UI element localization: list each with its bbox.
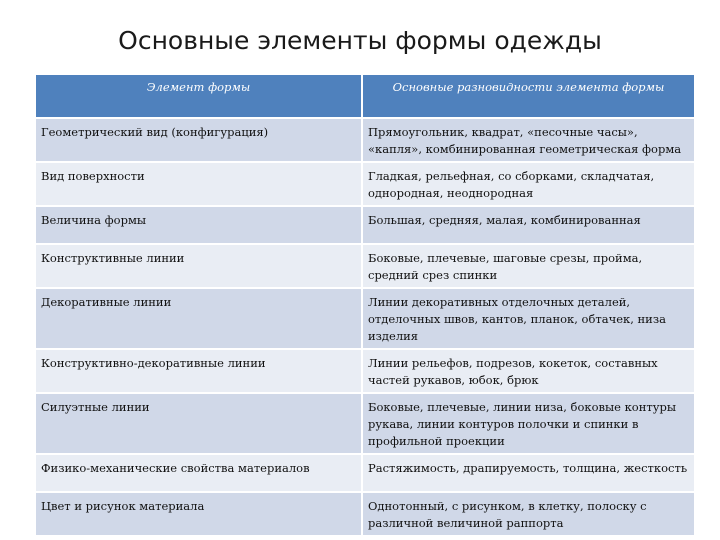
cell-element: Величина формы: [36, 206, 362, 244]
cell-varieties: Растяжимость, драпируемость, толщина, жесткость: [362, 454, 694, 492]
table-row: [36, 244, 694, 288]
table-row: [36, 492, 694, 535]
header-element: Элемент формы: [36, 75, 362, 118]
table-row: [36, 162, 694, 206]
table-row: [36, 288, 694, 349]
table-row: [36, 393, 694, 454]
cell-element: Вид поверхности: [36, 162, 362, 206]
cell-varieties: Линии декоративных отделочных деталей, отделочных швов, кантов, планок, обтачек, низа изделия: [362, 288, 694, 349]
cell-varieties: Однотонный, с рисунком, в клетку, полоску с различной величиной раппорта: [362, 492, 694, 535]
cell-element: Конструктивные линии: [36, 244, 362, 288]
table-row: [36, 454, 694, 492]
table-row: [36, 118, 694, 162]
cell-varieties: Большая, средняя, малая, комбинированная: [362, 206, 694, 244]
cell-element: Цвет и рисунок материала: [36, 492, 362, 535]
cell-element: Силуэтные линии: [36, 393, 362, 454]
table-row: [36, 206, 694, 244]
cell-element: Физико-механические свойства материалов: [36, 454, 362, 492]
table-header-row: [36, 75, 694, 118]
cell-varieties: Гладкая, рельефная, со сборками, складчатая, однородная, неоднородная: [362, 162, 694, 206]
header-varieties: Основные разновидности элемента формы: [362, 75, 694, 118]
cell-element: Конструктивно-декоративные линии: [36, 349, 362, 393]
cell-element: Декоративные линии: [36, 288, 362, 349]
table-row: [36, 349, 694, 393]
cell-varieties: Боковые, плечевые, линии низа, боковые контуры рукава, линии контуров полочки и спинки в профильной проекции: [362, 393, 694, 454]
slide-title: Основные элементы формы одежды: [118, 26, 602, 55]
cell-varieties: Прямоугольник, квадрат, «песочные часы», «капля», комбинированная геометрическая форма: [362, 118, 694, 162]
cell-varieties: Боковые, плечевые, шаговые срезы, пройма, средний срез спинки: [362, 244, 694, 288]
cell-element: Геометрический вид (конфигурация): [36, 118, 362, 162]
cell-varieties: Линии рельефов, подрезов, кокеток, составных частей рукавов, юбок, брюк: [362, 349, 694, 393]
form-elements-table: [36, 75, 694, 535]
